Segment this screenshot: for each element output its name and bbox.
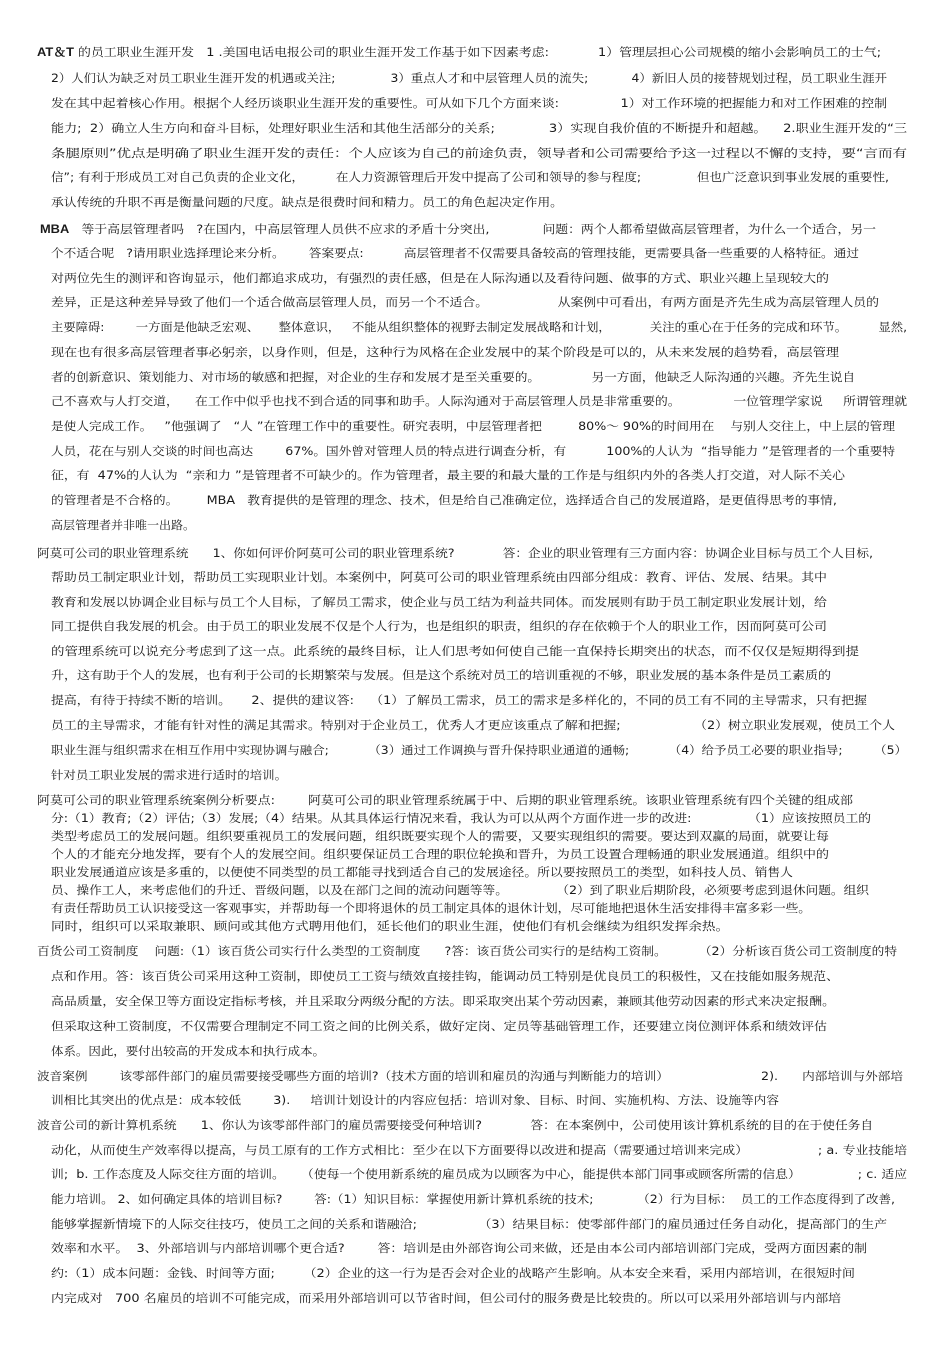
text-line: 条腿原则”优点是明确了职业生涯开发的责任：个人应该为自己的前途负责，领导者和公司需要给予这一过程以不懈的支持，要“言而有	[51, 146, 907, 160]
text-line: 训; b. 工作态度及人际交往方面的培训。 （使每一个使用新系统的雇员成为以顾客为中心，能提供本部门同事或顾客所需的信息） ; c. 适应	[51, 1167, 908, 1181]
text-line: 主要障碍: 一方面是他缺乏宏观、 整体意识， 不能从组织整体的视野去制定发展战略和计划， 关注的重心在于任务的完成和环节。 显然,	[51, 320, 907, 334]
text-line: 动化，从而使生产效率得以提高，与员工原有的工作方式相比：至少在以下方面要得以改进和提高（需要通过培训来完成） ; a. 专业技能培	[51, 1143, 908, 1157]
text-line: 个不适合呢 ?请用职业选择理论来分析。 答案要点: 高层管理者不仅需要具备较高的管理技能，更需要具备一些重要的人格特征。通过	[51, 246, 859, 260]
text-line: 但采取这种工资制度，不仅需要合理制定不同工资之间的比例关系，做好定岗、定员等基础管理工作，还要建立岗位测评体系和绩效评估	[51, 1019, 827, 1033]
text-line: 高品质量，安全保卫等方面设定指标考核，并且采取分两级分配的方法。即采取突出某个劳动因素，兼顾其他劳动因素的形式来决定报酬。	[51, 994, 835, 1008]
text-line: 升，这有助于个人的发展，也有利于公司的长期繁荣与发展。但是这个系统对员工的培训重视的不够，职业发展的基本条件是员工素质的	[51, 668, 832, 682]
text-line: 同时，组织可以采取兼职、顾问或其他方式聘用他们，延长他们的职业生涯，使他们有机会继续为组织发挥余热。	[51, 919, 730, 933]
text-line: AT＆T 的员工职业生涯开发 1 .美国电话电报公司的职业生涯开发工作基于如下因素考虑: 1）管理层担心公司规模的缩小会影响员工的士气;	[37, 45, 882, 59]
text-line: 职业发展通道应该是多重的，以便使不同类型的员工都能寻找到适合自己的发展途径。所以要按照员工的类型，如科技人员、销售人	[51, 865, 793, 879]
text-line: 效率和水平。 3、外部培训与内部培训哪个更合适? 答：培训是由外部咨询公司来做，还是由本公司内部培训部门完成，受两方面因素的制	[51, 1241, 868, 1255]
text-line: 阿莫可公司的职业管理系统案例分析要点: 阿莫可公司的职业管理系统属于中、后期的职业管理系统。该职业管理系统有四个关键的组成部	[37, 793, 854, 807]
text-line: 能够掌握新情境下的人际交往技巧，使员工之间的关系和谐融洽; （3）结果目标：使零部件部门的雇员通过任务自动化，提高部门的生产	[51, 1217, 888, 1231]
text-line: 点和作用。答：该百货公司采用这种工资制，即使员工工资与绩效直接挂钩，能调动员工特别是优良员工的积极性，又在技能如服务规范、	[51, 969, 840, 983]
text-line: 教育和发展以协调企业目标与员工个人目标，了解员工需求，使企业与员工结为利益共同体。而发展则有助于员工制定职业发展计划，给	[51, 595, 827, 609]
text-line: 员工的主导需求，才能有针对性的满足其需求。特别对于企业员工，优秀人才更应该重点了解和把握; （2）树立职业发展观，使员工个人	[51, 718, 895, 732]
text-line: 有责任帮助员工认识接受这一客观事实，并帮助每一个即将退休的员工制定具体的退休计划，尽可能地把退休生活安排得丰富多彩一些。	[51, 901, 811, 915]
text-line: 针对员工职业发展的需求进行适时的培训。	[51, 768, 288, 782]
text-line: 的管理系统可以说充分考虑到了这一点。此系统的最终目标，让人们思考如何使自己能一直保持长期突出的状态，而不仅仅是短期得到提	[51, 644, 859, 658]
text-line: 百货公司工资制度 问题:（1）该百货公司实行什么类型的工资制度 ?答：该百货公司实行的是结构工资制。 （2）分析该百货公司工资制度的特	[37, 944, 898, 958]
text-line: 的管理者是不合格的。 MBA 教育提供的是管理的理念、技术，但是给自己准确定位，选择适合自己的发展道路，是更值得思考的事情,	[51, 493, 837, 507]
text-line: 内完成对 700 名雇员的培训不可能完成，而采用外部培训可以节省时间，但公司付的服务费是比较贵的。所以可以采用外部培训与内部培	[51, 1291, 842, 1305]
text-line: 高层管理者并非唯一出路。	[51, 518, 195, 532]
text-line: 2）人们认为缺乏对员工职业生涯开发的机遇或关注; 3）重点人才和中层管理人员的流失; 4）新旧人员的接替规划过程，员工职业生涯开	[51, 71, 888, 85]
text-line: 提高，有待于持续不断的培训。 2、提供的建议答: （1）了解员工需求，员工的需求是多样化的，不同的员工有不同的主导需求，只有把握	[51, 693, 868, 707]
text-line: 发在其中起着核心作用。根据个人经历谈职业生涯开发的重要性。可从如下几个方面来谈: 1）对工作环境的把握能力和对工作困难的控制	[51, 96, 888, 110]
text-line: 个人的才能充分地发挥，要有个人的发展空间。组织要保证员工合理的职位轮换和晋升，为员工设置合理畅通的职业发展通道。组织中的	[51, 847, 830, 861]
text-line: 帮助员工制定职业计划，帮助员工实现职业计划。本案例中，阿莫可公司的职业管理系统由四部分组成：教育、评估、发展、结果。其中	[51, 570, 827, 584]
text-line: 者的创新意识、策划能力、对市场的敏感和把握，对企业的生存和发展才是至关重要的。 另一方面，他缺乏人际沟通的兴趣。齐先生说自	[51, 370, 855, 384]
text-line: 同工提供自我发展的机会。由于员工的职业发展不仅是个人行为，也是组织的职责，组织的存在依赖于个人的职业工作，因而阿莫可公司	[51, 619, 827, 633]
text-line: 对两位先生的测评和咨询显示，他们都追求成功，有强烈的责任感，但是在人际沟通以及看待问题、做事的方式、职业兴趣上呈现较大的	[51, 271, 830, 285]
text-line: 人员，花在与别人交谈的时间也高达 67%。国外曾对管理人员的特点进行调查分析，有 100%的人认为 “指导能力 ”是管理者的一个重要特	[51, 444, 896, 458]
text-line: 是使人完成工作。 ”他强调了 “人 ”在管理工作中的重要性。研究表明，中层管理者把 80%～ 90%的时间用在 与别人交往上，中上层的管理	[51, 419, 895, 433]
text-line: 信”; 有利于形成员工对自己负责的企业文化， 在人力资源管理后开发中提高了公司和领导的参与程度; 但也广泛意识到事业发展的重要性,	[51, 170, 890, 184]
text-line: 现在也有很多高层管理者事必躬亲，以身作则，但是，这种行为风格在企业发展中的某个阶段是可以的，从未来发展的趋势看，高层管理	[51, 345, 840, 359]
text-line: 阿莫可公司的职业管理系统 1、你如何评价阿莫可公司的职业管理系统? 答：企业的职业管理有三方面内容：协调企业目标与员工个人目标,	[37, 546, 873, 560]
text-line: 差异，正是这种差异导致了他们一个适合做高层管理人员，而另一个不适合。 从案例中可看出，有两方面是齐先生成为高层管理人员的	[51, 295, 880, 309]
text-line: 波音案例 该零部件部门的雇员需要接受哪些方面的培训?（技术方面的培训和雇员的沟通与判断能力的培训） 2). 内部培训与外部培	[37, 1069, 904, 1083]
text-line: 承认传统的升职不再是衡量问题的尺度。缺点是很费时间和精力。员工的角色起决定作用。	[51, 195, 563, 209]
text-line: 职业生涯与组织需求在相互作用中实现协调与融合; （3）通过工作调换与晋升保持职业通道的通畅; （4）给予员工必要的职业指导; （5）	[51, 743, 907, 757]
text-line: 己不喜欢与人打交道， 在工作中似乎也找不到合适的同事和助手。人际沟通对于高层管理人员是非常重要的。 一位管理学家说 所谓管理就	[51, 394, 908, 408]
text-line: 类型考虑员工的发展问题。组织要重视员工的发展问题，组织既要实现个人的需要，又要实现组织的需要。要达到双赢的局面，就要让每	[51, 829, 830, 843]
text-line: 分:（1）教育;（2）评估;（3）发展;（4）结果。从其具体运行情况来看，我认为可以从两个方面作进一步的改进: （1）应该按照员工的	[51, 811, 872, 825]
text-line: 约:（1）成本问题：金钱、时间等方面; （2）企业的这一行为是否会对企业的战略产生影响。从本安全来看，采用内部培训，在很短时间	[51, 1266, 855, 1280]
text-line: 体系。因此，要付出较高的开发成本和执行成本。	[51, 1044, 326, 1058]
text-line: MBA 等于高层管理者吗 ?在国内，中高层管理人员供不应求的矛盾十分突出, 问题：两个人都希望做高层管理者，为什么一个适合，另一	[40, 222, 876, 236]
text-line: 能力培训。 2、如何确定具体的培训目标? 答:（1）知识目标：掌握使用新计算机系统的技术; （2）行为目标： 员工的工作态度得到了改善,	[51, 1192, 896, 1206]
text-line: 波音公司的新计算机系统 1、你认为该零部件部门的雇员需要接受何种培训? 答：在本案例中，公司使用该计算机系统的目的在于使任务自	[37, 1118, 874, 1132]
text-line: 征，有 47%的人认为 “亲和力 ”是管理者不可缺少的。作为管理者，最主要的和最大量的工作是与组织内外的各类人打交道，对人际不关心	[51, 468, 846, 482]
text-line: 员、操作工人，来考虑他们的升迁、晋级问题，以及在部门之间的流动问题等等。 （2）到了职业后期阶段，必须要考虑到退休问题。组织	[51, 883, 869, 897]
text-line: 训相比其突出的优点是：成本较低 3). 培训计划设计的内容应包括：培训对象、目标、时间、实施机构、方法、设施等内容	[51, 1093, 780, 1107]
text-line: 能力; 2）确立人生方向和奋斗目标，处理好职业生活和其他生活部分的关系; 3）实现自我价值的不断提升和超越。 2.职业生涯开发的“三	[51, 121, 907, 135]
